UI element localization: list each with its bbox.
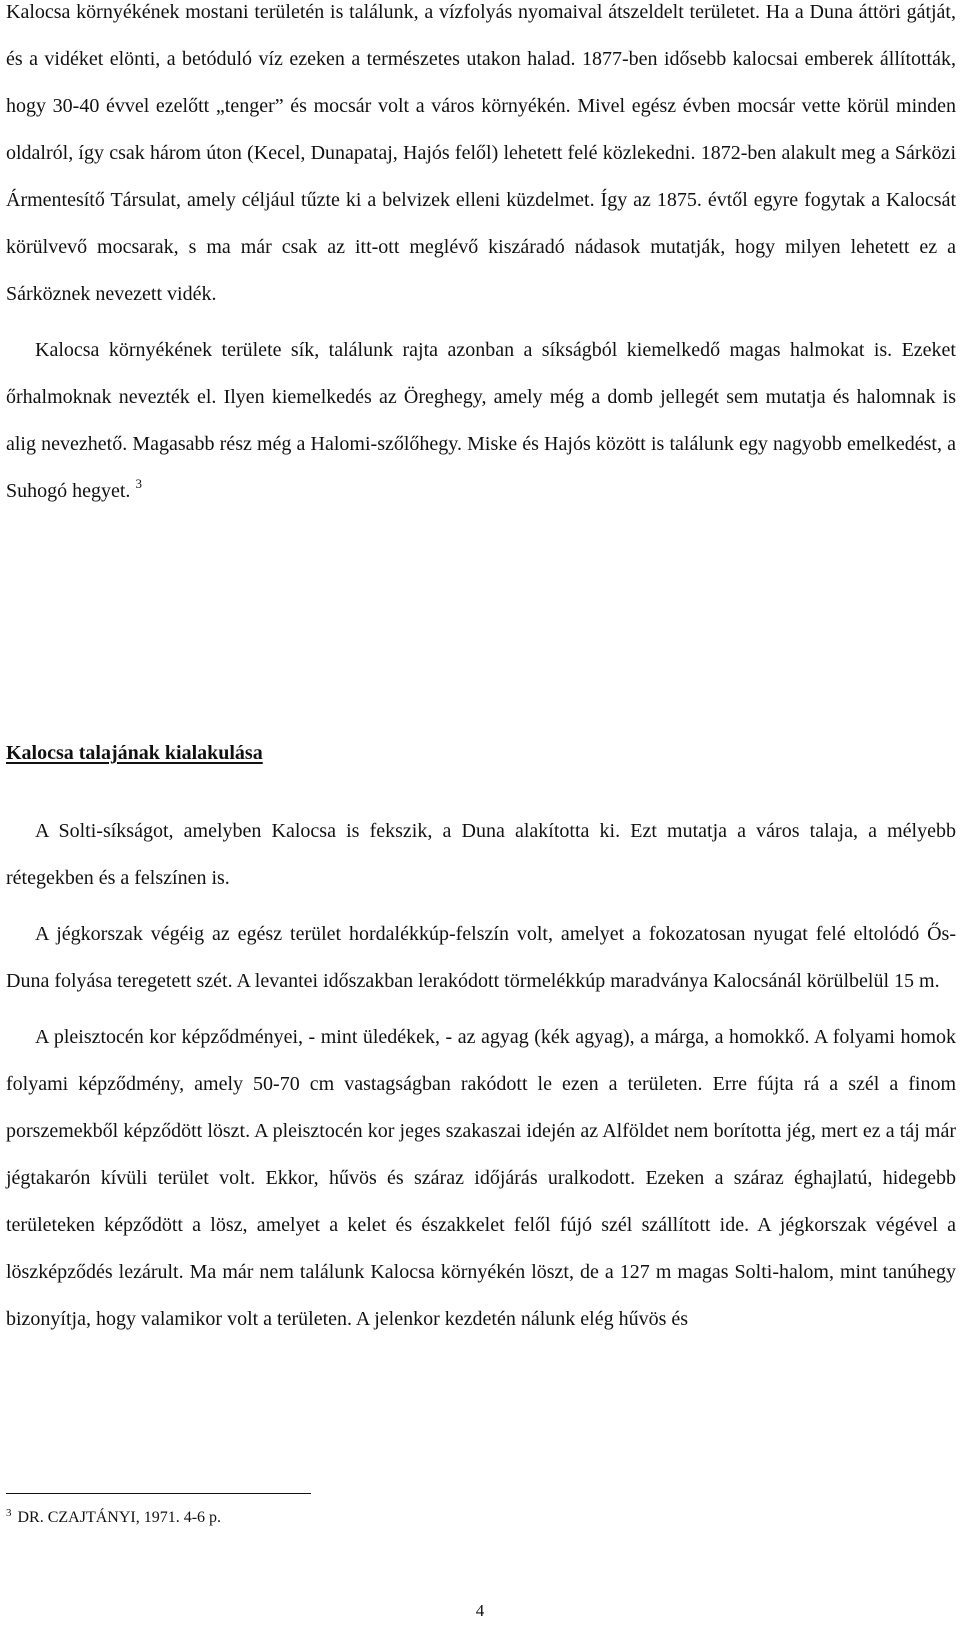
footnote-reference[interactable]: 3 — [135, 476, 142, 491]
footnote-divider — [6, 1493, 311, 1494]
section-heading: Kalocsa talajának kialakulása — [6, 742, 263, 764]
paragraph-1: Kalocsa környékének mostani területén is találunk, a vízfolyás nyomaival átszeldelt területet. Ha a Duna áttöri gátját, és a vidéket elönti, a betóduló víz ezeken a természetes utakon halad. 1877-ben idősebb kalocsai emberek állították, hogy 30-40 évvel ezelőtt „tenger” és mocsár volt a város környékén. Mivel egész évben mocsár vette körül minden oldalról, így csak három úton (Kecel, Dunapataj, Hajós felől) lehetett felé közlekedni. 1872-ben alakult meg a Sárközi Ármentesítő Társulat, amely céljául tűzte ki a belvizek elleni küzdelmet. Így az 1875. évtől egyre fogytak a Kalocsát körülvevő mocsarak, s ma már csak az itt-ott meglévő kiszáradó nádasok mutatják, hogy milyen lehetett ez a Sárköznek nevezett vidék. — [6, 1, 956, 305]
footnote-number: 3 — [6, 1507, 12, 1519]
footnote — [6, 1508, 221, 1528]
section-paragraph-2: A jégkorszak végéig az egész terület hordalékkúp-felszín volt, amelyet a fokozatosan nyugat felé eltolódó Ős-Duna folyása teregetett szét. A levantei időszakban lerakódott törmelékkúp maradványa Kalocsánál körülbelül 15 m. — [6, 923, 956, 992]
page-number: 4 — [475, 1601, 485, 1620]
page-body — [6, 0, 956, 515]
section-paragraph-3: A pleisztocén kor képződményei, - mint üledékek, - az agyag (kék agyag), a márga, a homokkő. A folyami homok folyami képződmény, amely 50-70 cm vastagságban rakódott le ezen a területen. Erre fújta rá a szél a finom porszemekből képződött löszt. A pleisztocén kor jeges szakaszai idején az Alföldet nem borította jég, mert ez a táj már jégtakarón kívüli terület volt. Ekkor, hűvös és száraz időjárás uralkodott. Ezeken a száraz éghajlatú, hidegebb területeken képződött a lösz, amelyet a kelet és északkelet felől fújó szél szállított ide. A jégkorszak végével a löszképződés lezárult. Ma már nem találunk Kalocsa környékén löszt, de a 127 m magas Solti-halom, mint tanúhegy bizonyítja, hogy valamikor volt a területen. A jelenkor kezdetén nálunk elég hűvös és — [6, 1026, 956, 1330]
section-body — [6, 808, 956, 1343]
paragraph-2 — [6, 327, 956, 515]
section-paragraph-1: A Solti-síkságot, amelyben Kalocsa is fekszik, a Duna alakította ki. Ezt mutatja a város talaja, a mélyebb rétegekben és a felszínen is. — [6, 820, 956, 889]
footnote-text: DR. CZAJTÁNYI, 1971. 4-6 p. — [17, 1509, 222, 1526]
paragraph-2-text: Kalocsa környékének területe sík, találunk rajta azonban a síkságból kiemelkedő magas halmokat is. Ezeket őrhalmoknak nevezték el. Ilyen kiemelkedés az Öreghegy, amely még a domb jellegét sem mutatja és halomnak is alig nevezhető. Magasabb rész még a Halomi-szőlőhegy. Miske és Hajós között is találunk egy nagyobb emelkedést, a Suhogó hegyet. — [6, 339, 956, 502]
